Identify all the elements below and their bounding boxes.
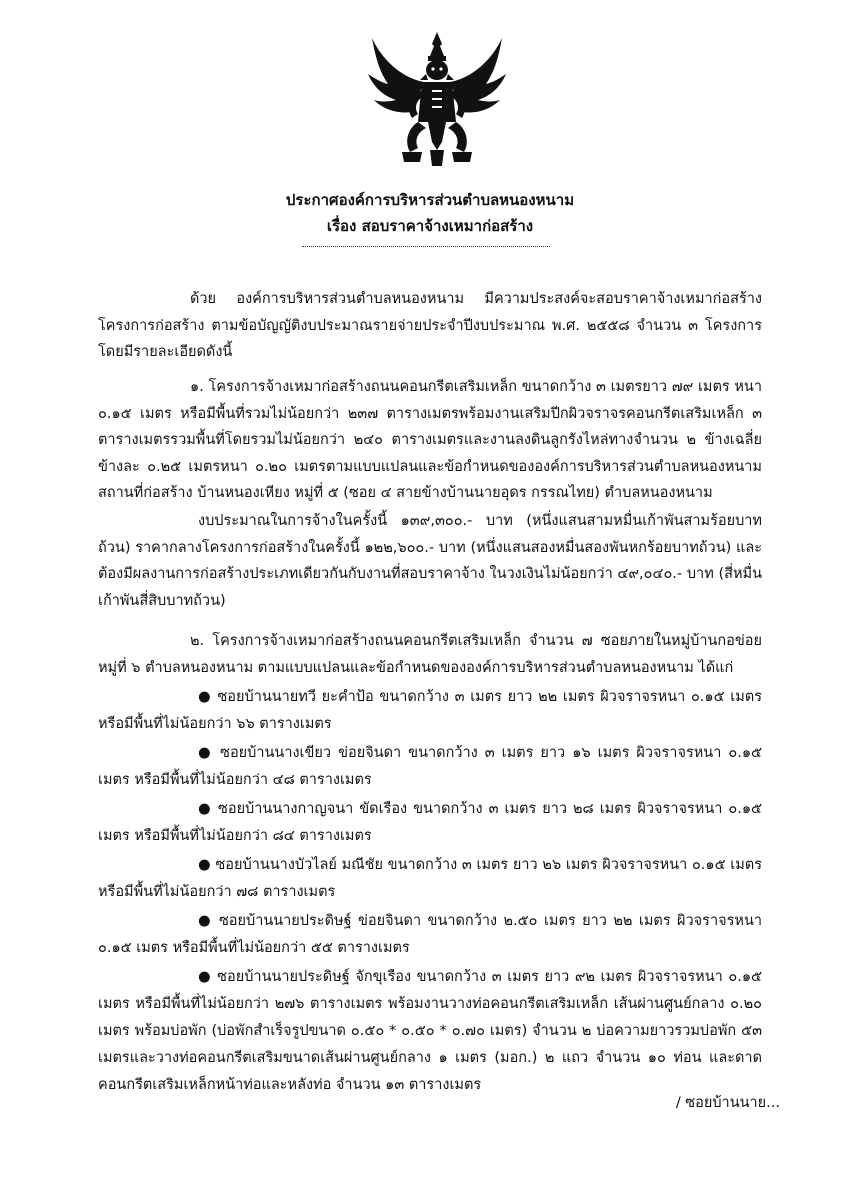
project1-description: ๑. โครงการจ้างเหมาก่อสร้างถนนคอนกรีตเสริมเหล็ก ขนาดกว้าง ๓ เมตรยาว ๗๙ เมตร หนา ๐.๑๕ เมตร หรือมีพื้นที่รวมไม่น้อยกว่า ๒๓๗ ตารางเมตรพร้อมงานเสริมปีกผิวจราจรคอนกรีตเสริมเหล็ก ๓ ตารางเมตรรวมพื้นที่โดยรวมไม่น้อยกว่า ๒๔๐ ตารางเมตรและงานลงดินลูกรังไหล่ทางจำนวน ๒ ข้างเฉลี่ยข้างละ ๐.๒๕ เมตรหนา ๐.๒๐ เมตรตามแบบแปลนและข้อกำหนดขององค์การบริหารส่วนตำบลหนองหนาม สถานที่ก่อสร้าง บ้านหนองเหียง หมู่ที่ ๕ (ซอย ๔ สายข้างบ้านนายอุดร กรรณไทย) ตำบลหนองหนาม bbox=[98, 379, 762, 501]
bullet-dot-icon: ● bbox=[198, 857, 211, 873]
intro-paragraph: ด้วย องค์การบริหารส่วนตำบลหนองหนาม มีความประสงค์จะสอบราคาจ้างเหมาก่อสร้าง โครงการก่อสร้าง ตามข้อบัญญัติงบประมาณรายจ่ายประจำปีงบประมาณ พ.ศ. ๒๕๕๘ จำนวน ๓ โครงการ โดยมีรายละเอียดดังนี้ bbox=[98, 291, 762, 360]
list-item bbox=[98, 684, 762, 738]
list-item-text: ซอยบ้านนายประดิษฐ์ ข่อยจินดา ขนาดกว้าง ๒.๕๐ เมตร ยาว ๒๒ เมตร ผิวจราจรหนา ๐.๑๕ เมตร หรือมีพื้นที่ไม่น้อยกว่า ๕๕ ตารางเมตร bbox=[98, 913, 763, 956]
bullet-dot-icon: ● bbox=[198, 745, 214, 761]
garuda-emblem-icon bbox=[362, 30, 512, 170]
list-item-text: ซอยบ้านนางบัวไลย์ มณีชัย ขนาดกว้าง ๓ เมตร ยาว ๒๖ เมตร ผิวจราจรหนา ๐.๑๕ เมตร หรือมีพื้นที่ไม่น้อยกว่า ๗๘ ตารางเมตร bbox=[98, 857, 762, 900]
list-item-text: ซอยบ้านนายประดิษฐ์ จักขุเรือง ขนาดกว้าง ๓ เมตร ยาว ๙๒ เมตร ผิวจราจรหนา ๐.๑๕ เมตร หรือมีพื้นที่ไม่น้อยกว่า ๒๗๖ ตารางเมตร พร้อมงานวางท่อคอนกรีตเสริมเหล็ก เส้นผ่านศูนย์กลาง ๐.๒๐ เมตร พร้อมบ่อพัก (บ่อพักสำเร็จรูปขนาด ๐.๕๐ * ๐.๕๐ * ๐.๗๐ เมตร) จำนวน ๒ บ่อความยาวรวมบ่อพัก ๕๓ เมตรและวางท่อคอนกรีตเสริมขนาดเส้นผ่านศูนย์กลาง ๑ เมตร (มอก.) ๒ แถว จำนวน ๑๐ ท่อน และดาดคอนกรีตเสริมเหล็กหน้าท่อและหลังท่อ จำนวน ๑๓ ตารางเมตร bbox=[98, 969, 762, 1093]
bullet-dot-icon: ● bbox=[198, 913, 213, 929]
list-item-text: ซอยบ้านนายทวี ยะคำป้อ ขนาดกว้าง ๓ เมตร ยาว ๒๒ เมตร ผิวจราจรหนา ๐.๑๕ เมตร หรือมีพื้นที่ไม่น้อยกว่า ๖๖ ตารางเมตร bbox=[98, 689, 763, 732]
announcement-title: ประกาศองค์การบริหารส่วนตำบลหนองหนาม bbox=[285, 191, 575, 209]
bullet-dot-icon: ● bbox=[198, 689, 212, 705]
continued-footer: / ซอยบ้านนาย... bbox=[675, 1095, 780, 1111]
bullet-dot-icon: ● bbox=[198, 969, 212, 985]
list-item bbox=[98, 964, 762, 1099]
list-item-text: ซอยบ้านนางกาญจนา ขัดเรือง ขนาดกว้าง ๓ เมตร ยาว ๒๘ เมตร ผิวจราจรหนา ๐.๑๕ เมตร หรือมีพื้นที่ไม่น้อยกว่า ๘๔ ตารางเมตร bbox=[98, 801, 762, 844]
announcement-subject: เรื่อง สอบราคาจ้างเหมาก่อสร้าง bbox=[326, 217, 534, 235]
list-item bbox=[98, 852, 762, 906]
project2-description: ๒. โครงการจ้างเหมาก่อสร้างถนนคอนกรีตเสริมเหล็ก จำนวน ๗ ซอยภายในหมู่บ้านกอข่อยหมู่ที่ ๖ ตำบลหนองหนาม ตามแบบแปลนและข้อกำหนดขององค์การบริหารส่วนตำบลหนองหนาม ได้แก่ bbox=[98, 633, 762, 676]
list-item bbox=[98, 908, 762, 962]
list-item bbox=[98, 740, 762, 794]
bullet-dot-icon: ● bbox=[198, 801, 213, 817]
dotted-divider bbox=[302, 246, 550, 247]
list-item bbox=[98, 796, 762, 850]
project1-budget: งบประมาณในการจ้างในครั้งนี้ ๑๓๙,๓๐๐.- บาท (หนึ่งแสนสามหมื่นเก้าพันสามร้อยบาทถ้วน) ราคากลางโครงการก่อสร้างในครั้งนี้ ๑๒๒,๖๐๐.- บาท (หนึ่งแสนสองหมื่นสองพันหกร้อยบาทถ้วน) และต้องมีผลงานการก่อสร้างประเภทเดียวกันกับงานที่สอบราคาจ้าง ในวงเงินไม่น้อยกว่า ๔๙,๐๔๐.- บาท (สี่หมื่นเก้าพันสี่สิบบาทถ้วน) bbox=[98, 513, 762, 609]
list-item-text: ซอยบ้านนางเขียว ข่อยจินดา ขนาดกว้าง ๓ เมตร ยาว ๑๖ เมตร ผิวจราจรหนา ๐.๑๕ เมตร หรือมีพื้นที่ไม่น้อยกว่า ๔๘ ตารางเมตร bbox=[98, 745, 763, 788]
